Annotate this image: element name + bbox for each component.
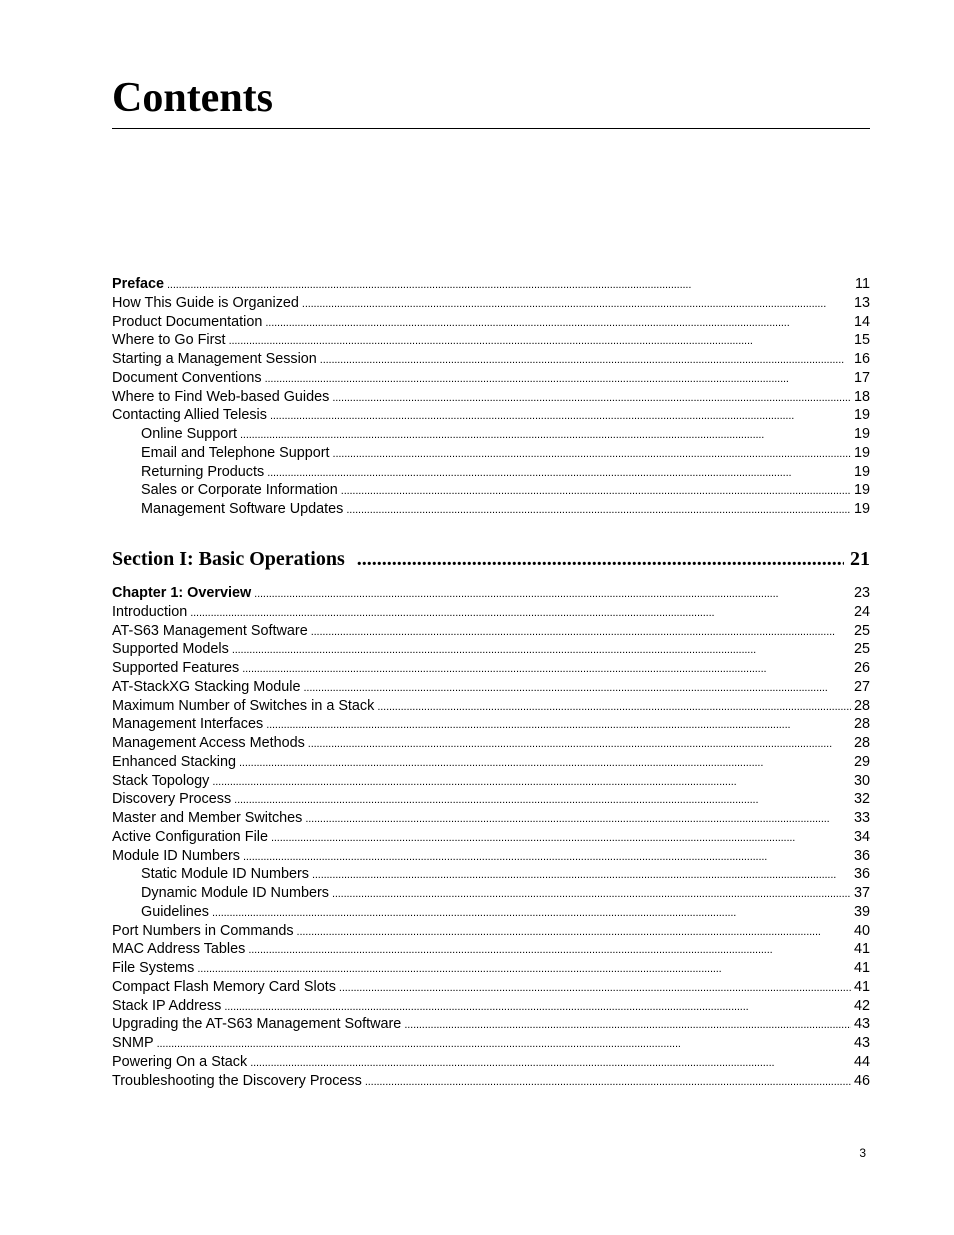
leader-dots <box>305 810 851 828</box>
toc-entry-label: Where to Go First <box>112 332 226 349</box>
toc-entry-label: Discovery Process <box>112 791 232 808</box>
toc-entry-page: 19 <box>853 444 870 461</box>
toc-entry-label: Returning Products <box>141 463 265 480</box>
toc-entry-label: Contacting Allied Telesis <box>112 407 267 424</box>
leader-dots <box>270 407 851 425</box>
leader-dots <box>320 351 851 369</box>
toc-entry[interactable] <box>112 772 870 791</box>
toc-entry[interactable] <box>112 659 870 678</box>
toc-entry-page: 23 <box>853 585 870 601</box>
leader-dots <box>346 501 851 519</box>
toc-entry[interactable] <box>112 865 870 884</box>
toc-entry-page: 43 <box>853 1016 870 1033</box>
toc-entry[interactable] <box>112 331 870 350</box>
toc-entry-page: 19 <box>853 501 870 517</box>
toc-entry-page: 42 <box>853 997 870 1014</box>
toc-entry-page: 25 <box>853 622 870 639</box>
toc-entry[interactable] <box>112 313 870 332</box>
toc-entry-page: 41 <box>853 960 870 976</box>
toc-entry-label: Powering On a Stack <box>112 1053 248 1070</box>
toc-entry-label: Starting a Management Session <box>112 351 317 367</box>
toc-entry-label: MAC Address Tables <box>112 941 246 958</box>
toc-entry-label: Enhanced Stacking <box>112 753 237 770</box>
leader-dots <box>365 1073 851 1091</box>
toc-entry-page: 19 <box>853 482 870 499</box>
toc-entry-label: Maximum Number of Switches in a Stack <box>112 697 375 714</box>
toc-entry-page: 19 <box>853 426 870 442</box>
toc-entry-label: Management Access Methods <box>112 735 305 751</box>
toc-entry-label: Troubleshooting the Discovery Process <box>112 1072 362 1089</box>
toc-entry[interactable] <box>112 828 870 847</box>
toc-entry-page: 41 <box>853 941 870 958</box>
toc-entry-page: 36 <box>853 847 870 864</box>
toc-entry[interactable] <box>112 481 870 500</box>
toc-entry-page: 41 <box>853 978 870 995</box>
toc-entry-page: 11 <box>855 276 870 292</box>
toc-entry-page: 16 <box>853 351 870 367</box>
toc-entry[interactable] <box>112 940 870 959</box>
leader-dots <box>404 1016 851 1034</box>
toc-entry-page: 43 <box>853 1035 870 1051</box>
toc-entry-page: 25 <box>853 641 870 658</box>
toc-entry-page: 26 <box>853 660 870 676</box>
toc-entry-label: How This Guide is Organized <box>112 294 299 311</box>
toc-entry[interactable] <box>112 847 870 866</box>
leader-dots <box>357 546 844 572</box>
toc-entry-page: 19 <box>853 463 870 480</box>
toc-entry[interactable] <box>112 584 870 603</box>
title-rule <box>112 128 870 129</box>
leader-dots <box>254 585 851 603</box>
toc-entry[interactable] <box>112 809 870 828</box>
toc-entry[interactable] <box>112 1034 870 1053</box>
toc-entry-label: Preface <box>112 276 165 292</box>
toc-entry-label: Guidelines <box>141 903 209 920</box>
leader-dots <box>266 716 851 734</box>
toc-entry-label: Introduction <box>112 603 188 620</box>
leader-dots <box>333 445 851 463</box>
leader-dots <box>212 773 851 791</box>
toc-entry-page: 13 <box>853 294 870 311</box>
toc-entry[interactable] <box>112 500 870 519</box>
toc-entry[interactable] <box>112 678 870 697</box>
toc-entry-page: 15 <box>853 332 870 349</box>
toc-entry-label: Dynamic Module ID Numbers <box>141 885 329 901</box>
toc-entry-label: Master and Member Switches <box>112 810 303 826</box>
toc-entry-page: 28 <box>853 697 870 714</box>
leader-dots <box>234 791 851 809</box>
leader-dots <box>239 754 851 772</box>
leader-dots <box>265 314 851 332</box>
toc-entry[interactable] <box>112 997 870 1016</box>
toc-entry[interactable] <box>112 884 870 903</box>
section-heading[interactable] <box>112 546 870 572</box>
leader-dots <box>311 623 851 641</box>
toc-entry-page: 36 <box>853 866 870 883</box>
toc-entry-page: 33 <box>853 810 870 826</box>
toc-entry[interactable] <box>112 1072 870 1091</box>
toc-entry-page: 46 <box>853 1072 870 1089</box>
leader-dots <box>265 370 851 388</box>
toc-entry-page: 39 <box>853 903 870 920</box>
toc-entry[interactable] <box>112 294 870 313</box>
toc-entry[interactable] <box>112 444 870 463</box>
leader-dots <box>332 389 851 407</box>
toc-entry[interactable] <box>112 959 870 978</box>
toc-entry-page: 44 <box>853 1053 870 1070</box>
toc-entry[interactable] <box>112 350 870 369</box>
toc-entry[interactable] <box>112 753 870 772</box>
toc-entry[interactable] <box>112 1015 870 1034</box>
leader-dots <box>167 276 852 294</box>
toc-entry[interactable] <box>112 425 870 444</box>
toc-entry[interactable] <box>112 640 870 659</box>
toc-entry[interactable] <box>112 903 870 922</box>
toc-entry-page: 17 <box>853 369 870 386</box>
toc-entry-label: Stack IP Address <box>112 997 222 1014</box>
toc-entry-label: Management Interfaces <box>112 716 264 733</box>
leader-dots <box>332 885 851 903</box>
toc-entry[interactable] <box>112 1053 870 1072</box>
toc-entry[interactable] <box>112 603 870 622</box>
leader-dots <box>312 866 851 884</box>
toc-entry-label: Supported Models <box>112 641 229 658</box>
toc-entry-page: 24 <box>853 603 870 620</box>
leader-dots <box>250 1054 851 1072</box>
toc-entry-label: Supported Features <box>112 660 240 676</box>
toc-entry-label: Document Conventions <box>112 369 262 386</box>
toc-entry-label: Chapter 1: Overview <box>112 585 252 601</box>
page-number: 3 <box>859 1146 866 1160</box>
toc-entry[interactable] <box>112 734 870 753</box>
toc-entry-page: 29 <box>853 753 870 770</box>
toc-entry-label: Where to Find Web-based Guides <box>112 388 330 405</box>
toc-entry-label: Stack Topology <box>112 772 210 789</box>
leader-dots <box>240 426 851 444</box>
toc-entry-page: 19 <box>853 407 870 424</box>
toc-entry-label: Port Numbers in Commands <box>112 922 294 939</box>
page-title: Contents <box>112 75 274 121</box>
toc-entry-label: Module ID Numbers <box>112 847 240 864</box>
toc-entry[interactable] <box>112 790 870 809</box>
toc-entry-page: 32 <box>853 791 870 808</box>
leader-dots <box>197 960 851 978</box>
toc-entry-label: Management Software Updates <box>141 501 344 517</box>
toc-entry-page: 37 <box>853 885 870 901</box>
leader-dots <box>339 979 851 997</box>
toc-entry-page: 30 <box>853 772 870 789</box>
toc-entry-page: 28 <box>853 735 870 751</box>
leader-dots <box>271 829 851 847</box>
toc-entry[interactable] <box>112 406 870 425</box>
toc-chapter-group <box>112 584 870 1090</box>
toc-entry[interactable] <box>112 369 870 388</box>
toc-entry-label: Online Support <box>141 426 237 442</box>
leader-dots <box>242 660 851 678</box>
toc-entry[interactable] <box>112 275 870 294</box>
toc-entry[interactable] <box>112 463 870 482</box>
leader-dots <box>232 641 851 659</box>
toc-entry[interactable] <box>112 697 870 716</box>
leader-dots <box>243 848 851 866</box>
toc-entry[interactable] <box>112 922 870 941</box>
toc-preface-group <box>112 275 870 519</box>
toc-entry-page: 18 <box>853 388 870 405</box>
leader-dots <box>212 904 851 922</box>
section-page-number: 21 <box>850 548 870 570</box>
toc-entry-page: 40 <box>853 922 870 939</box>
toc-entry[interactable] <box>112 978 870 997</box>
leader-dots <box>229 332 851 350</box>
toc-entry[interactable] <box>112 622 870 641</box>
toc-entry-label: Active Configuration File <box>112 828 268 845</box>
toc-entry-label: File Systems <box>112 960 195 976</box>
leader-dots <box>304 679 851 697</box>
toc-entry-label: Compact Flash Memory Card Slots <box>112 978 336 995</box>
leader-dots <box>224 998 851 1016</box>
toc-entry-page: 28 <box>853 716 870 733</box>
toc-entry-label: Email and Telephone Support <box>141 444 330 461</box>
leader-dots <box>308 735 851 753</box>
toc-entry-label: Sales or Corporate Information <box>141 482 338 499</box>
toc-entry-page: 34 <box>853 828 870 845</box>
toc-entry[interactable] <box>112 715 870 734</box>
toc-entry-label: SNMP <box>112 1035 154 1051</box>
toc-entry-label: AT-S63 Management Software <box>112 622 308 639</box>
toc-entry-label: Static Module ID Numbers <box>141 866 309 883</box>
leader-dots <box>190 604 851 622</box>
leader-dots <box>297 923 851 941</box>
toc-entry-label: AT-StackXG Stacking Module <box>112 678 301 695</box>
leader-dots <box>341 482 851 500</box>
toc-entry-page: 27 <box>853 678 870 695</box>
toc-entry[interactable] <box>112 388 870 407</box>
leader-dots <box>267 464 851 482</box>
toc-entry-page: 14 <box>853 313 870 330</box>
leader-dots <box>377 698 851 716</box>
leader-dots <box>302 295 851 313</box>
toc-entry-label: Product Documentation <box>112 313 263 330</box>
leader-dots <box>157 1035 851 1053</box>
leader-dots <box>248 941 851 959</box>
section-label: Section I: Basic Operations <box>112 548 345 570</box>
toc-entry-label: Upgrading the AT-S63 Management Software <box>112 1016 402 1033</box>
